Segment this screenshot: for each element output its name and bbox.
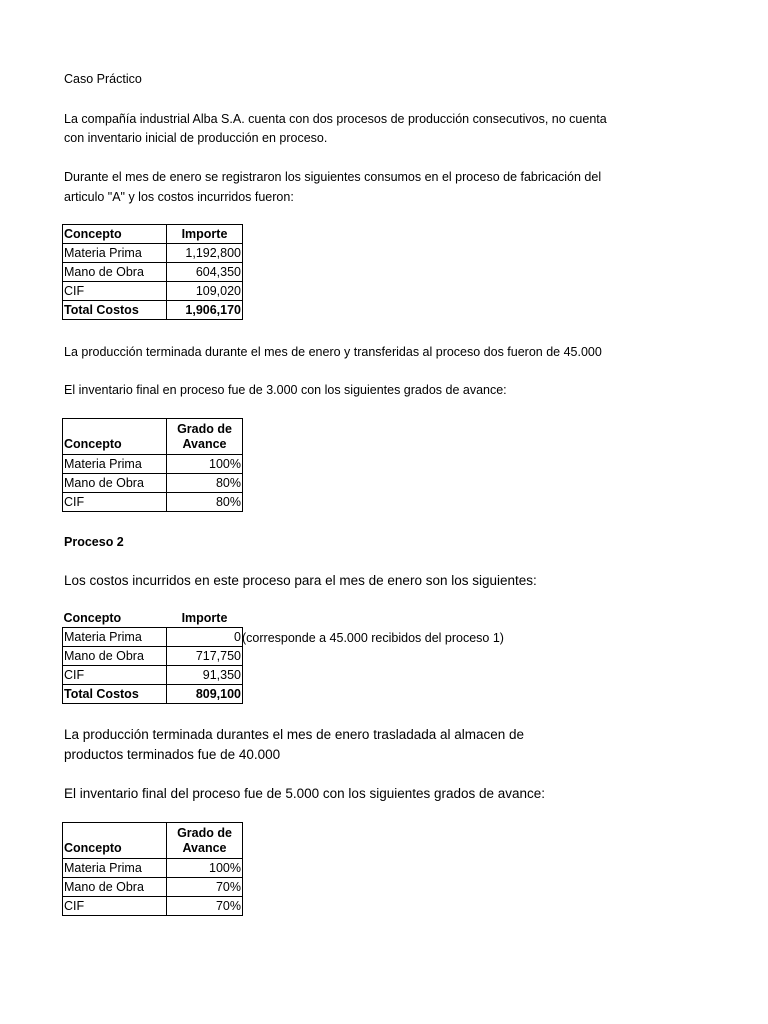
paragraph-5-line-1: La producción terminada durantes el mes de enero trasladada al almacen de — [64, 727, 525, 742]
row-value: 717,750 — [167, 647, 243, 666]
row-concept: Mano de Obra — [63, 878, 167, 897]
header-line-1: Grado de — [177, 826, 232, 840]
table-row — [63, 244, 243, 263]
table-row — [63, 897, 243, 916]
header-line-2: Avance — [182, 437, 227, 451]
total-value: 809,100 — [167, 685, 243, 704]
intro-line-2: con inventario inicial de producción en proceso. — [64, 131, 328, 145]
row-concept: Mano de Obra — [63, 647, 167, 666]
total-value: 1,906,170 — [167, 301, 243, 320]
row-concept: CIF — [63, 282, 167, 301]
row-value: 91,350 — [167, 666, 243, 685]
row-concept: Materia Prima — [63, 455, 167, 474]
table-row — [63, 647, 243, 666]
row-concept: CIF — [63, 666, 167, 685]
row-concept: CIF — [63, 493, 167, 512]
progress-table-process-1 — [62, 418, 243, 512]
table-row — [63, 666, 243, 685]
header-concepto: Concepto — [63, 419, 167, 455]
header-line-2: Avance — [182, 841, 227, 855]
table-row — [63, 493, 243, 512]
header-grado-avance — [167, 823, 243, 859]
row-value: 604,350 — [167, 263, 243, 282]
paragraph-2: La producción terminada durante el mes de enero y transferidas al proceso dos fueron de 45.000 — [64, 345, 602, 359]
row-value: 80% — [167, 474, 243, 493]
total-concept: Total Costos — [63, 301, 167, 320]
header-concepto: Concepto — [63, 611, 122, 625]
total-row — [63, 685, 243, 704]
table-row — [63, 859, 243, 878]
header-line-1: Grado de — [177, 422, 232, 436]
header-importe: Importe — [181, 611, 228, 625]
table-row — [63, 474, 243, 493]
row-concept: Mano de Obra — [63, 474, 167, 493]
row-value: 109,020 — [167, 282, 243, 301]
table-row — [63, 282, 243, 301]
table-row — [63, 455, 243, 474]
row-value: 1,192,800 — [167, 244, 243, 263]
costs-table-process-1 — [62, 224, 243, 320]
row-concept: Mano de Obra — [63, 263, 167, 282]
document-title: Caso Práctico — [64, 72, 142, 86]
row-concept: Materia Prima — [63, 244, 167, 263]
table-row — [63, 878, 243, 897]
row-value: 70% — [167, 878, 243, 897]
table-row — [63, 263, 243, 282]
section-heading-proceso-2: Proceso 2 — [64, 535, 124, 549]
header-concepto: Concepto — [63, 823, 167, 859]
costs-table-process-2 — [62, 609, 243, 704]
header-concepto: Concepto — [63, 225, 167, 244]
progress-table-process-2 — [62, 822, 243, 916]
paragraph-5-line-2: productos terminados fue de 40.000 — [64, 747, 281, 762]
row-value: 70% — [167, 897, 243, 916]
row-value: 100% — [167, 455, 243, 474]
paragraph-4: Los costos incurridos en este proceso para el mes de enero son los siguientes: — [64, 573, 537, 588]
row-concept: CIF — [63, 897, 167, 916]
row-concept: Materia Prima — [63, 628, 167, 647]
table-row — [63, 628, 243, 647]
paragraph-3: El inventario final en proceso fue de 3.000 con los siguientes grados de avance: — [64, 383, 507, 397]
row-value: 80% — [167, 493, 243, 512]
paragraph-1-line-1: Durante el mes de enero se registraron los siguientes consumos en el proceso de fabricación del — [64, 170, 602, 184]
row-concept: Materia Prima — [63, 859, 167, 878]
paragraph-6: El inventario final del proceso fue de 5.000 con los siguientes grados de avance: — [64, 786, 546, 801]
header-grado-avance — [167, 419, 243, 455]
materia-prima-note: (corresponde a 45.000 recibidos del proceso 1) — [242, 631, 504, 645]
intro-line-1: La compañía industrial Alba S.A. cuenta con dos procesos de producción consecutivos, no cuenta — [64, 112, 607, 126]
total-row — [63, 301, 243, 320]
paragraph-1-line-2: articulo "A" y los costos incurridos fueron: — [64, 190, 294, 204]
header-importe: Importe — [167, 225, 243, 244]
row-value: 100% — [167, 859, 243, 878]
total-concept: Total Costos — [63, 685, 167, 704]
row-value: 0 — [167, 628, 243, 647]
